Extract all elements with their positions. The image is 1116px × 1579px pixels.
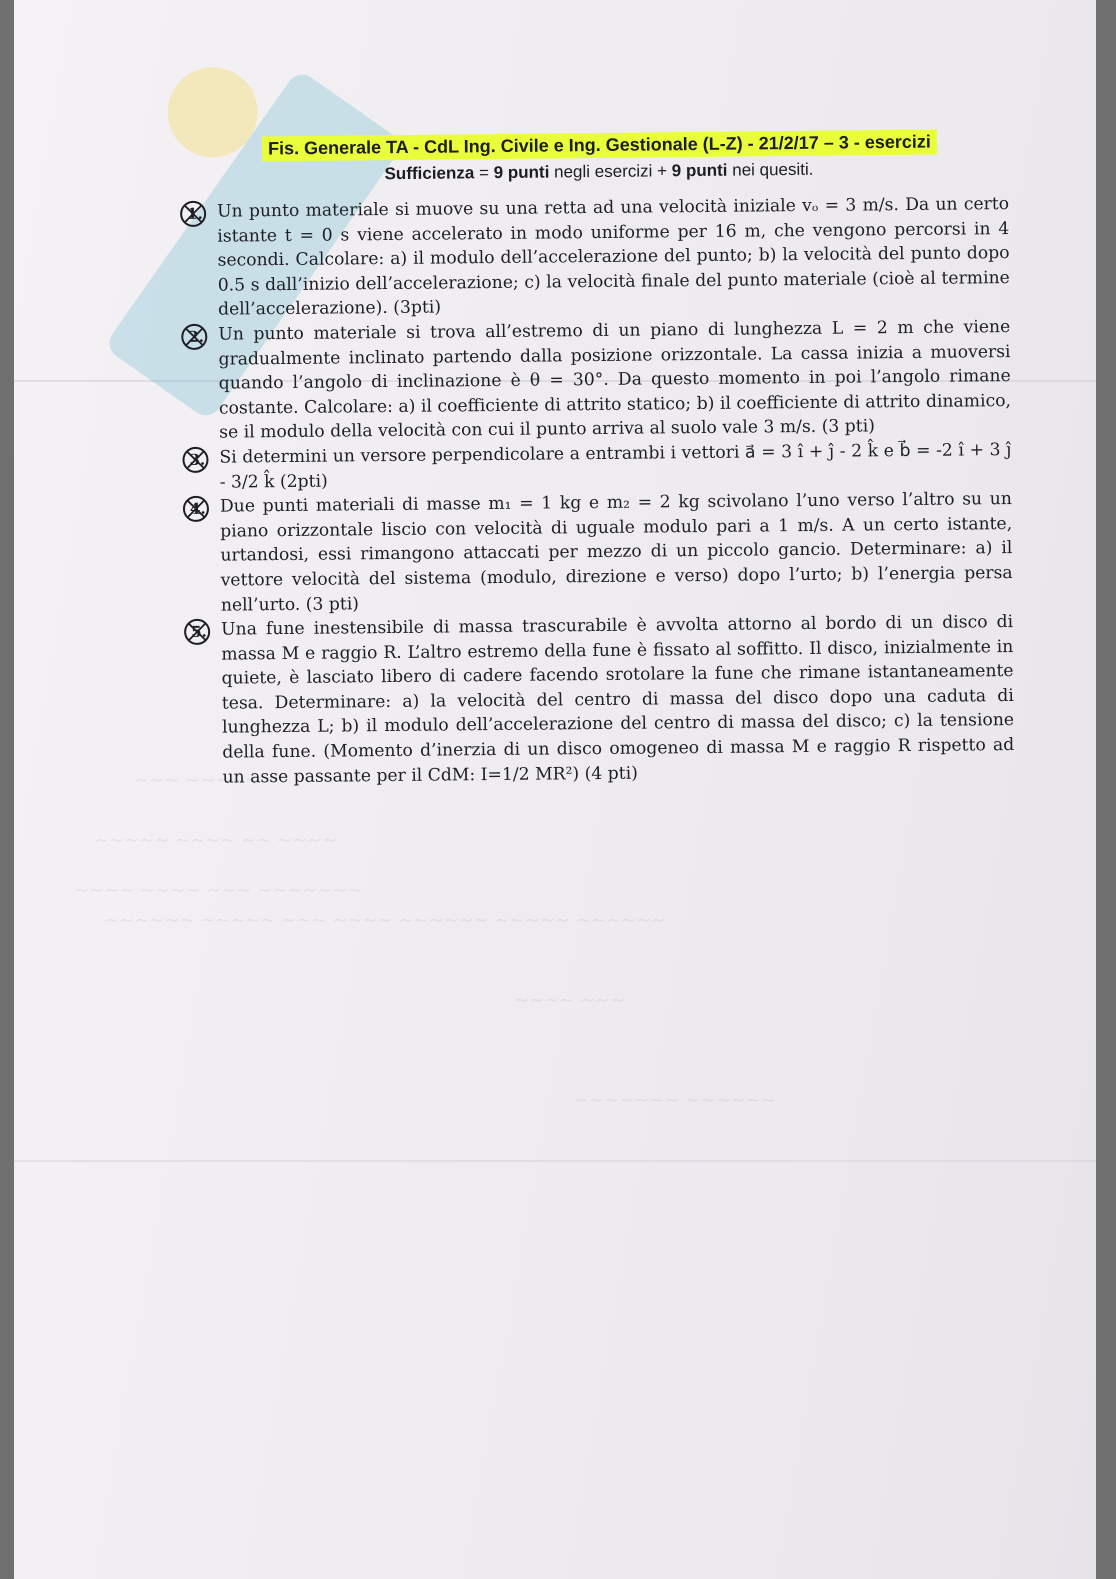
show-through-text: ~~~~ ~~~ bbox=[514, 990, 626, 1011]
exercise-item bbox=[183, 610, 1015, 790]
exercise-list bbox=[179, 192, 1015, 790]
exercise-text: Un punto materiale si trova all’estremo di un piano di lunghezza L = 2 m che viene gradualmente inclinato partendo dalla posizione orizzontale. La cassa inizia a muoversi quando l’angolo di inclinazione è θ = 30°. Da questo momento in poi l’angolo rimane costante. Calcolare: a) il coefficiente di attrito statico; b) il coefficiente di attrito dinamico, se il modulo della velocità con cui il punto arriva al suolo vale 3 m/s. (3 pti) bbox=[218, 316, 1012, 443]
circled-number-marker: 3. bbox=[181, 446, 209, 474]
show-through-text: ~~~~~~ ~~~~~ ~~~ ~~~~ ~~~~~~ ~~~~~ ~~~~~~ bbox=[104, 910, 667, 931]
exam-subtitle: Sufficienza = 9 punti negli esercizi + 9 punti nei quesiti. bbox=[384, 159, 814, 184]
exercise-text: Si determini un versore perpendicolare a entrambi i vettori a⃗ = 3 î + ĵ - 2 k̂ e b⃗ = -2 î + 3 ĵ - 3/2 k̂ (2pti) bbox=[219, 439, 1012, 493]
show-through-text: ~~~~ ~~~~ ~~~ ~~~~~~~ bbox=[74, 880, 363, 901]
show-through-text: ~~~ ~~~~~ bbox=[134, 770, 261, 791]
exam-title: Fis. Generale TA - CdL Ing. Civile e Ing. Gestionale (L-Z) - 21/2/17 – 3 - esercizi bbox=[261, 129, 936, 161]
show-through-text: ~~~~~~~ ~~~~~~ bbox=[574, 1090, 776, 1111]
exercise-text: Due punti materiali di masse m₁ = 1 kg e m₂ = 2 kg scivolano l’uno verso l’altro su un piano orizzontale liscio con velocità di uguale modulo pari a 1 m/s. A un certo istante, urtandosi, essi rimangono attaccati per mezzo di un piccolo gancio. Determinare: a) il vettore velocità del sistema (modulo, direzione e verso) dopo l’urto; b) l’energia persa nell’urto. (3 pti) bbox=[219, 489, 1013, 616]
exercise-text: Una fune inestensibile di massa trascurabile è avvolta attorno al bordo di un disco di massa M e raggio R. L’altro estremo della fune è fissato al soffitto. Il disco, inizialmente in quiete, è lasciato libero di cadere facendo srotolare la fune che rimane istantaneamente tesa. Determinare: a) la velocità del centro di massa del disco dopo una caduta di lunghezza L; b) il modulo dell’accelerazione del centro di massa del disco; c) la tensione della fune. (Momento d’inerzia di un disco omogeneo di massa M e raggio R rispetto ad un asse passante per il CdM: I=1/2 MR²) (4 pti) bbox=[221, 612, 1015, 788]
circled-number-marker: 2. bbox=[180, 323, 208, 351]
exercise-item bbox=[180, 315, 1011, 446]
circled-number-marker: 1. bbox=[179, 200, 207, 228]
circled-number-marker: 5. bbox=[183, 618, 211, 646]
exercise-item bbox=[179, 192, 1010, 323]
exercise-item bbox=[182, 487, 1013, 618]
exam-header bbox=[219, 133, 979, 182]
paper-sheet bbox=[14, 0, 1096, 1579]
show-through-text: ~~~~~ ~~~~ ~~ ~~~~ bbox=[94, 830, 338, 851]
exercise-text: Un punto materiale si muove su una retta ad una velocità iniziale vₒ = 3 m/s. Da un certo istante t = 0 s viene accelerato in modo uniforme per 16 m, che vengono percorsi in 4 secondi. Calcolare: a) il modulo dell’accelerazione del punto; b) la velocità del punto dopo 0.5 s dall’inizio dell’accelerazione; c) la velocità finale del punto materiale (cioè al termine dell’accelerazione). (3pti) bbox=[217, 194, 1010, 321]
circled-number-marker: 4. bbox=[182, 495, 210, 523]
exercise-item bbox=[181, 438, 1011, 495]
paper-fold bbox=[14, 1160, 1096, 1162]
